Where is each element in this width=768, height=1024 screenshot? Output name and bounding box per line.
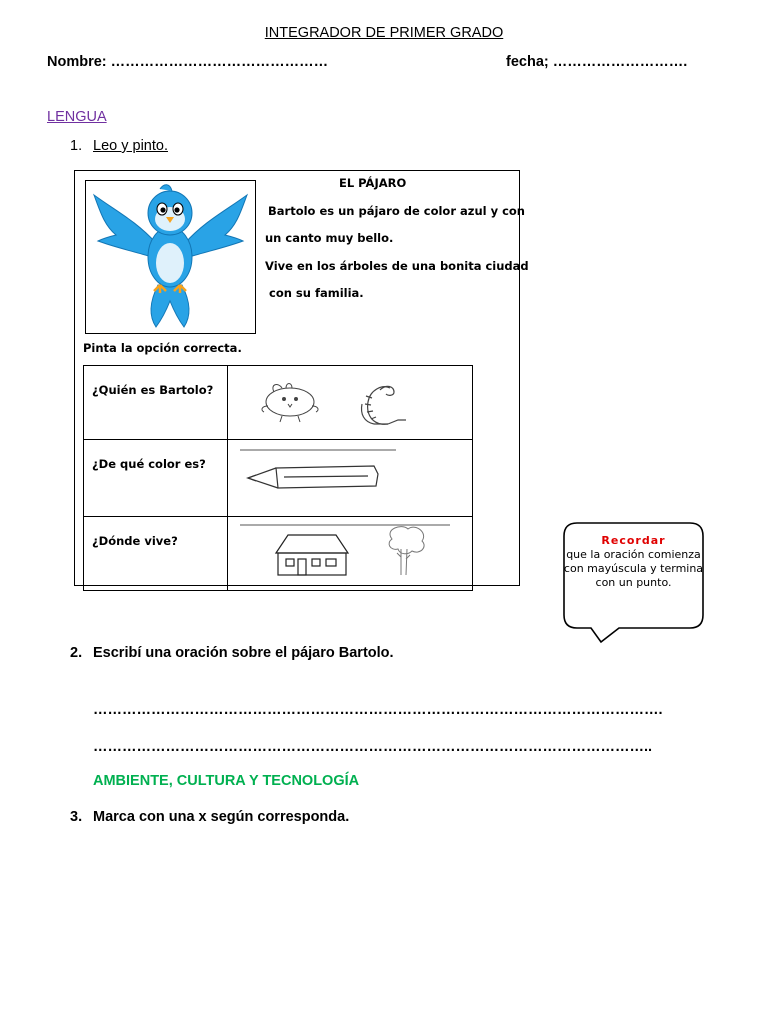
bird-image [85,180,256,334]
house-icon[interactable] [276,535,348,575]
blue-bird-icon [86,181,255,333]
section-heading-lengua: LENGUA [47,109,107,125]
question-2-number: 2. [70,645,83,661]
table-row [84,517,473,591]
story-line: con su familia. [269,286,364,300]
answer-cell-who[interactable] [228,366,473,440]
question-who: ¿Quién es Bartolo? [92,383,214,397]
pencil-icon[interactable] [248,466,378,488]
question-color: ¿De qué color es? [92,457,206,471]
answer-line[interactable]: ………………………………………………………………………………………………………. [93,702,663,718]
question-1-text: Leo y pinto. [93,138,168,154]
worm-icon[interactable] [362,386,407,424]
story-line: Vive en los árboles de una bonita ciudad [265,259,529,273]
story-line: Bartolo es un pájaro de color azul y con [268,204,525,218]
story-title: EL PÁJARO [339,176,407,190]
reminder-title: Recordar [601,534,666,547]
question-3-number: 3. [70,809,83,825]
answer-cell-color[interactable] [228,440,473,517]
question-1-number: 1. [70,138,83,154]
answer-cell-where[interactable] [228,517,473,591]
question-where: ¿Dónde vive? [92,534,178,548]
question-2-text: Escribí una oración sobre el pájaro Bartolo. [93,645,394,661]
chick-icon[interactable] [262,384,318,423]
reminder-body: que la oración comienza con mayúscula y termina con un punto. [563,548,704,589]
tree-icon[interactable] [389,527,424,575]
options-table [83,365,473,591]
date-label: fecha; ………………………. [506,54,688,70]
table-row [84,440,473,517]
instruction-text: Pinta la opción correcta. [83,341,242,355]
name-label: Nombre: ……………………………………… [47,54,329,70]
question-3-text: Marca con una x según corresponda. [93,809,350,825]
table-row [84,366,473,440]
page-title: INTEGRADOR DE PRIMER GRADO [264,25,504,41]
story-line: un canto muy bello. [265,231,394,245]
answer-line[interactable]: …………………………………………………………………………………………………….. [93,739,653,755]
section-heading-ambiente: AMBIENTE, CULTURA Y TECNOLOGÍA [93,773,360,789]
